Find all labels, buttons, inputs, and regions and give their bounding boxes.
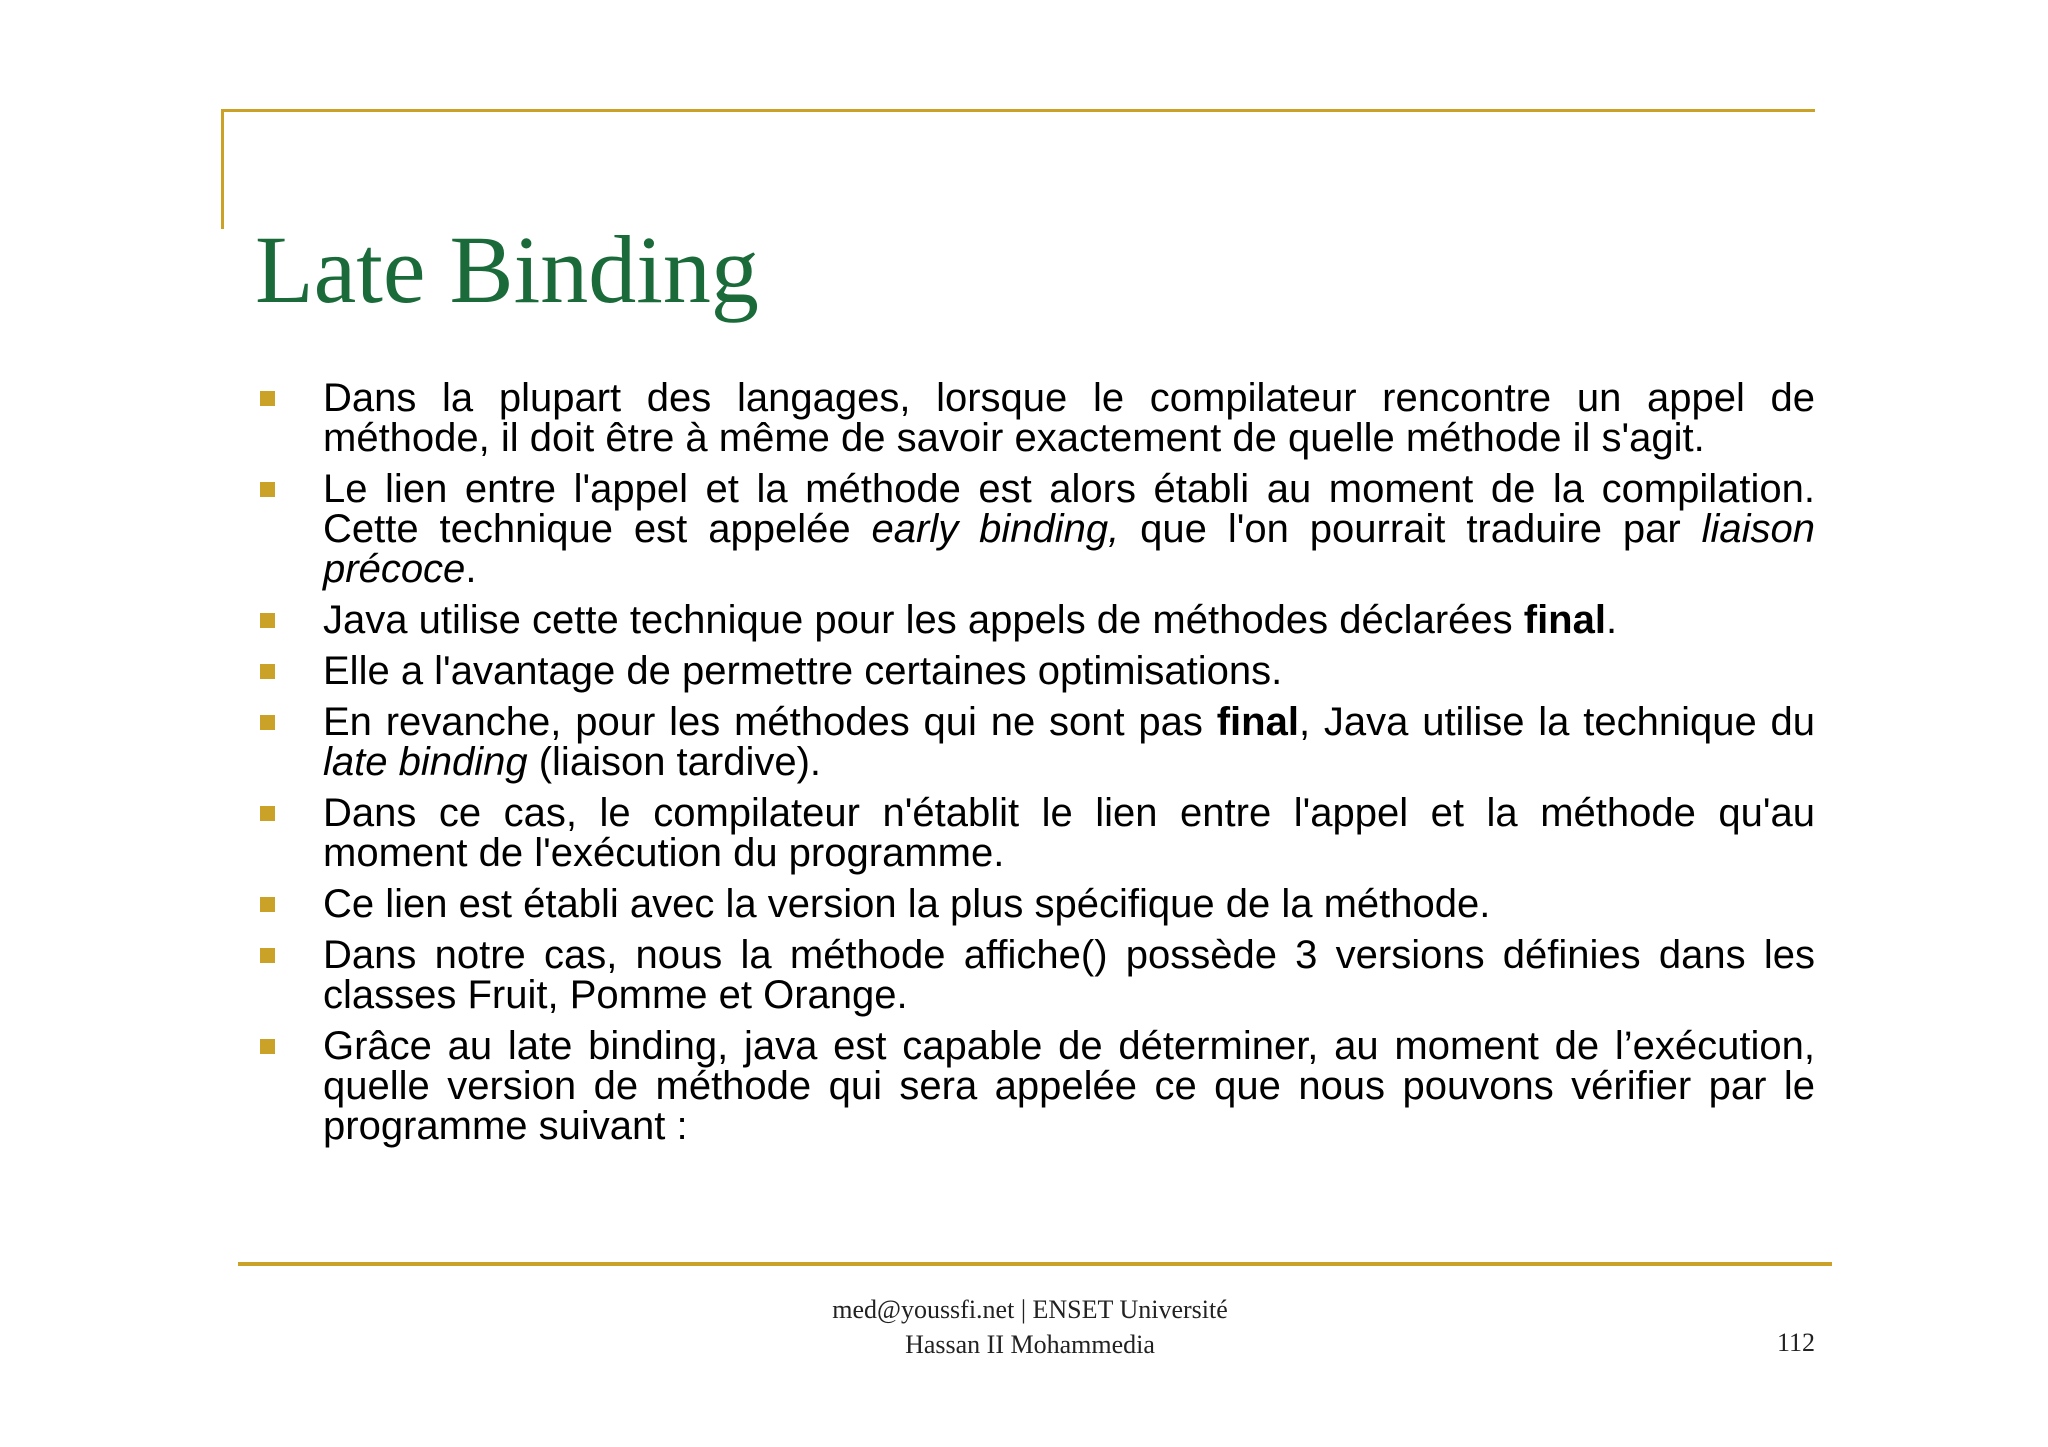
square-bullet-icon — [260, 1039, 275, 1054]
bullet-text — [323, 882, 1490, 926]
square-bullet-icon — [260, 715, 275, 730]
text-run: Java utilise cette technique pour les appels de méthodes déclarées — [323, 598, 1524, 642]
text-run: Dans notre cas, nous la méthode affiche() possède 3 versions définies dans les classes Fruit, Pomme et Orange. — [323, 933, 1815, 1017]
footer-line-1: med@youssfi.net | ENSET Université — [832, 1295, 1228, 1324]
square-bullet-icon — [260, 664, 275, 679]
text-run: Dans la plupart des langages, lorsque le compilateur rencontre un appel de méthode, il doit être à même de savoir exactement de quelle méthode il s'agit. — [323, 376, 1815, 460]
text-run: , Java utilise la technique du — [1298, 700, 1816, 744]
frame-left-rule — [221, 109, 224, 229]
bold-text: final — [1523, 598, 1606, 642]
square-bullet-icon — [260, 391, 275, 406]
text-run: En revanche, pour les méthodes qui ne sont pas — [323, 700, 1217, 744]
page-number: 112 — [1776, 1328, 1815, 1357]
text-run: Dans ce cas, le compilateur n'établit le lien entre l'appel et la méthode qu'au moment de l'exécution du programme. — [323, 791, 1815, 875]
bullet-text — [323, 467, 1815, 591]
footer-line-2: Hassan II Mohammedia — [905, 1330, 1155, 1359]
bullet-text — [323, 598, 1617, 642]
bullet-item — [255, 378, 1815, 458]
square-bullet-icon — [260, 613, 275, 628]
bullet-text — [323, 700, 1815, 784]
bullet-text — [323, 649, 1282, 693]
bullet-item — [255, 702, 1815, 782]
square-bullet-icon — [260, 806, 275, 821]
footer-rule — [238, 1262, 1832, 1266]
bullet-item — [255, 793, 1815, 873]
text-run: que l'on pourrait traduire par — [1119, 507, 1702, 551]
bullet-item — [255, 1026, 1815, 1146]
bold-text: final — [1216, 700, 1299, 744]
text-run: . — [1605, 598, 1618, 642]
footer-credit — [740, 1292, 1320, 1362]
italic-text: late binding — [323, 740, 528, 784]
bullet-text — [323, 791, 1815, 875]
italic-text: early binding, — [871, 507, 1120, 551]
frame-top-rule — [221, 109, 1815, 112]
slide-title: Late Binding — [255, 216, 759, 323]
bullet-item — [255, 935, 1815, 1015]
bullet-item — [255, 600, 1815, 640]
text-run: Le lien entre l'appel et la méthode est alors établi au moment de la compilation. Cette technique est appelée — [323, 467, 1815, 551]
text-run: Grâce au late binding, java est capable de déterminer, au moment de l’exécution, quelle version de méthode qui sera appelée ce que nous pouvons vérifier par le programme suivant : — [323, 1024, 1815, 1148]
text-run: Elle a l'avantage de permettre certaines optimisations. — [323, 649, 1283, 693]
bullet-text — [323, 376, 1815, 460]
bullet-item — [255, 884, 1815, 924]
bullet-text — [323, 1024, 1815, 1148]
square-bullet-icon — [260, 897, 275, 912]
bullet-list — [255, 378, 1815, 1157]
text-run: . — [465, 547, 477, 591]
bullet-item — [255, 469, 1815, 589]
italic-text: liaison précoce — [323, 507, 1816, 591]
square-bullet-icon — [260, 482, 275, 497]
bullet-item — [255, 651, 1815, 691]
text-run: (liaison tardive). — [527, 740, 822, 784]
bullet-text — [323, 933, 1815, 1017]
square-bullet-icon — [260, 948, 275, 963]
text-run: Ce lien est établi avec la version la plus spécifique de la méthode. — [323, 882, 1491, 926]
